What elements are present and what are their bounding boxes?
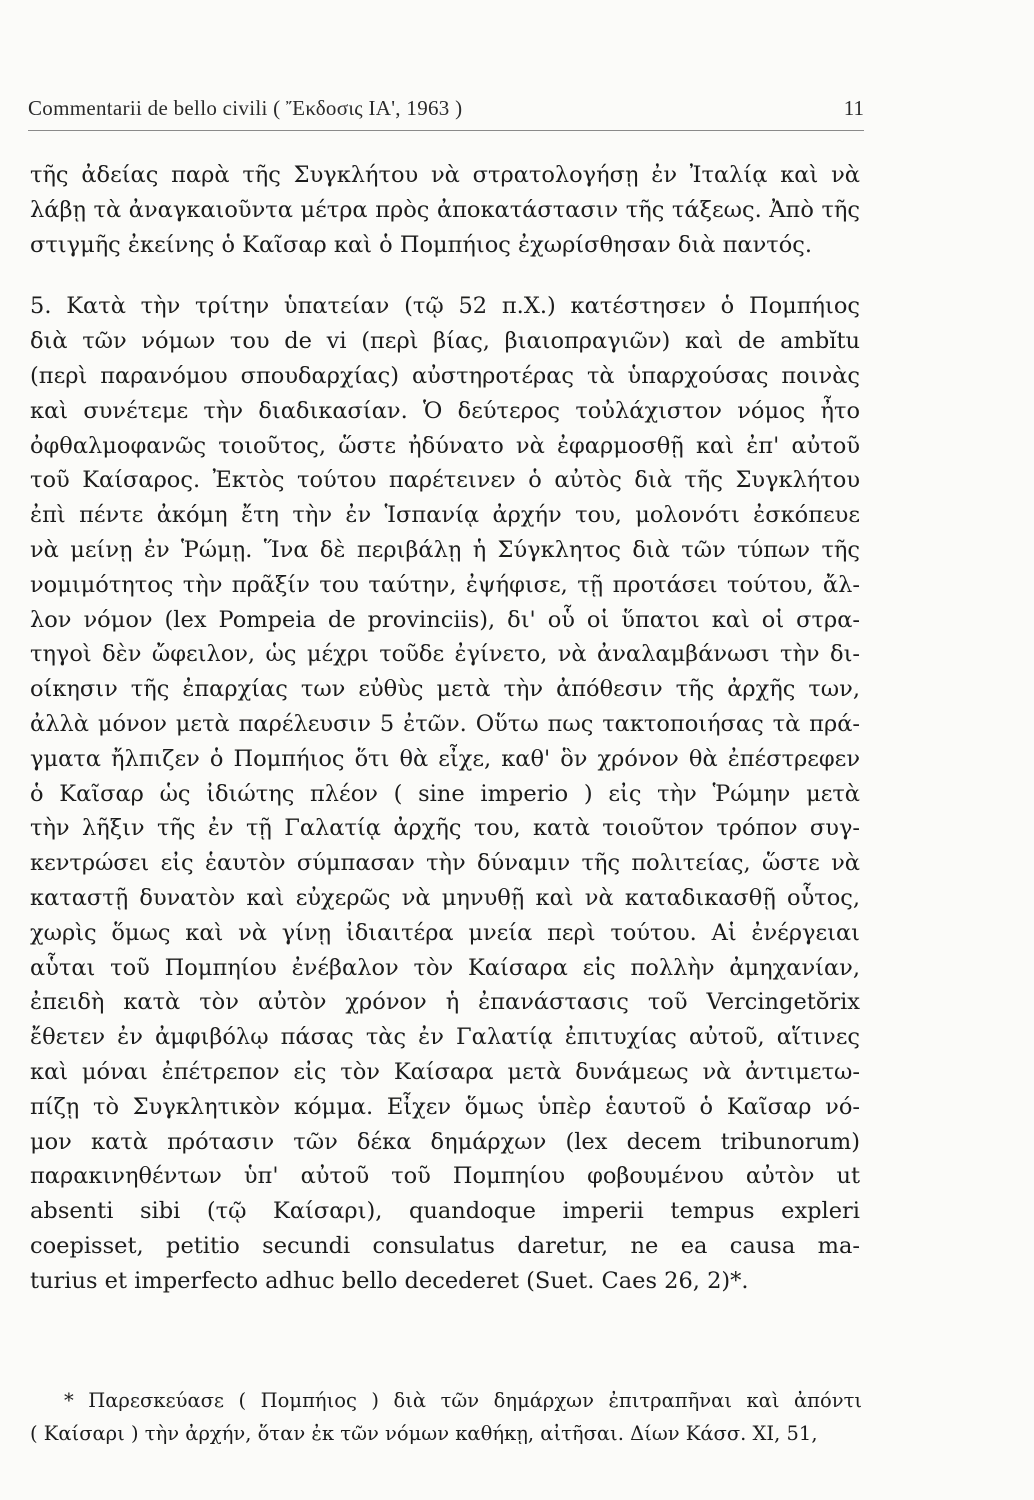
text-line: λάβῃ τὰ ἀναγκαιοῦντα μέτρα πρὸς ἀποκατάστασιν τῆς τάξεως. Ἀπὸ τῆς	[30, 196, 860, 223]
text-line: ἔθετεν ἐν ἀμφιβόλῳ πάσας τὰς ἐν Γαλατίᾳ ἐπιτυχίας αὐτοῦ, αἵτινες	[30, 1024, 860, 1051]
footnote-line: * Παρεσκεύασε ( Πομπήιος ) διὰ τῶν δημάρχων ἐπιτραπῆναι καὶ ἀπόντι	[64, 1389, 862, 1412]
text-line: νομιμότητος τὴν πρᾶξίν του ταύτην, ἐψήφισε, τῇ προτάσει τούτου, ἄλ-	[30, 571, 860, 598]
text-line: ἐπὶ πέντε ἀκόμη ἔτη τὴν ἐν Ἱσπανίᾳ ἀρχήν του, μολονότι ἐσκόπευε	[30, 502, 860, 529]
text-line: τοῦ Καίσαρος. Ἐκτὸς τούτου παρέτεινεν ὁ αὐτὸς διὰ τῆς Συγκλήτου	[30, 467, 860, 494]
text-line: turius et imperfecto adhuc bello decederet (Suet. Caes 26, 2)*.	[30, 1267, 749, 1294]
footnote-line: ( Καίσαρι ) τὴν ἀρχήν, ὅταν ἐκ τῶν νόμων καθήκῃ, αἰτῆσαι. Δίων Κάσσ. ΧΙ, 51,	[30, 1422, 818, 1445]
text-line: (περὶ παρανόμου σπουδαρχίας) αὐστηροτέρας τὰ ὑπαρχούσας ποινὰς	[30, 362, 860, 389]
text-line: coepisset, petitio secundi consulatus daretur, ne ea causa ma-	[30, 1232, 860, 1259]
text-line: τηγοὶ δὲν ὤφειλον, ὡς μέχρι τοῦδε ἐγίνετο, νὰ ἀναλαμβάνωσι τὴν δι-	[30, 641, 860, 668]
text-line: ἀλλὰ μόνον μετὰ παρέλευσιν 5 ἐτῶν. Οὕτω πως τακτοποιήσας τὰ πρά-	[30, 710, 860, 737]
text-line: μον κατὰ πρότασιν τῶν δέκα δημάρχων (lex decem tribunorum)	[30, 1128, 860, 1155]
text-line: οίκησιν τῆς ἐπαρχίας των εὐθὺς μετὰ τὴν ἀπόθεσιν τῆς ἀρχῆς των,	[30, 676, 860, 703]
text-line: διὰ τῶν νόμων του de vi (περὶ βίας, βιαιοπραγιῶν) καὶ de ambĭtu	[30, 328, 860, 355]
text-line: 5. Κατὰ τὴν τρίτην ὑπατείαν (τῷ 52 π.Χ.) κατέστησεν ὁ Πομπήιος	[30, 293, 860, 320]
text-line: αὗται τοῦ Πομπηίου ἐνέβαλον τὸν Καίσαρα εἰς πολλὴν ἀμηχανίαν,	[30, 954, 860, 981]
text-line: πίζῃ τὸ Συγκλητικὸν κόμμα. Εἶχεν ὅμως ὑπὲρ ἑαυτοῦ ὁ Καῖσαρ νό-	[30, 1093, 860, 1120]
text-line: τῆς ἀδείας παρὰ τῆς Συγκλήτου νὰ στρατολογήσῃ ἐν Ἰταλίᾳ καὶ νὰ	[30, 162, 860, 188]
text-line: στιγμῆς ἐκείνης ὁ Καῖσαρ καὶ ὁ Πομπήιος ἐχωρίσθησαν διὰ παντός.	[30, 231, 813, 258]
header-rule	[28, 130, 864, 131]
text-line: τὴν λῆξιν τῆς ἐν τῇ Γαλατίᾳ ἀρχῆς του, κατὰ τοιοῦτον τρόπον συγ-	[30, 815, 860, 842]
running-header: Commentarii de bello civili ( Ἔκδοσις ΙΑ', 1963 )	[28, 96, 463, 120]
text-line: γματα ἤλπιζεν ὁ Πομπήιος ὅτι θὰ εἶχε, καθ' ὃν χρόνον θὰ ἐπέστρεφεν	[30, 745, 860, 772]
text-line: ἐπειδὴ κατὰ τὸν αὐτὸν χρόνον ἡ ἐπανάστασις τοῦ Vercingetŏrix	[30, 989, 860, 1016]
text-line: ὁ Καῖσαρ ὡς ἰδιώτης πλέον ( sine imperio ) εἰς τὴν Ῥώμην μετὰ	[30, 780, 860, 807]
text-line: νὰ μείνῃ ἐν Ῥώμῃ. Ἵνα δὲ περιβάλῃ ἡ Σύγκλητος διὰ τῶν τύπων τῆς	[30, 536, 860, 563]
text-line: καὶ μόναι ἐπέτρεπον εἰς τὸν Καίσαρα μετὰ δυνάμεως νὰ ἀντιμετω-	[30, 1058, 860, 1085]
text-line: λον νόμον (lex Pompeia de provinciis), δι' οὗ οἱ ὕπατοι καὶ οἱ στρα-	[30, 606, 860, 633]
footnote	[30, 1384, 862, 1450]
text-line: absenti sibi (τῷ Καίσαρι), quandoque imperii tempus expleri	[30, 1198, 860, 1225]
text-line: χωρὶς ὅμως καὶ νὰ γίνῃ ἰδιαιτέρα μνεία περὶ τούτου. Αἱ ἐνέργειαι	[30, 919, 860, 946]
text-line: κεντρώσει εἰς ἑαυτὸν σύμπασαν τὴν δύναμιν τῆς πολιτείας, ὥστε νὰ	[30, 850, 860, 877]
text-line: ὀφθαλμοφανῶς τοιοῦτος, ὥστε ἠδύνατο νὰ ἐφαρμοσθῇ καὶ ἐπ' αὐτοῦ	[30, 432, 860, 459]
text-line: παρακινηθέντων ὑπ' αὐτοῦ τοῦ Πομπηίου φοβουμένου αὐτὸν ut	[30, 1163, 860, 1190]
text-line: καταστῇ δυνατὸν καὶ εὐχερῶς νὰ μηνυθῇ καὶ νὰ καταδικασθῇ οὗτος,	[30, 884, 860, 911]
page-number: 11	[843, 96, 864, 120]
paragraph-gap	[30, 262, 860, 289]
text-line: καὶ συνέτεμε τὴν διαδικασίαν. Ὁ δεύτερος τοὐλάχιστον νόμος ἦτο	[30, 397, 860, 424]
body-text	[30, 158, 860, 1299]
